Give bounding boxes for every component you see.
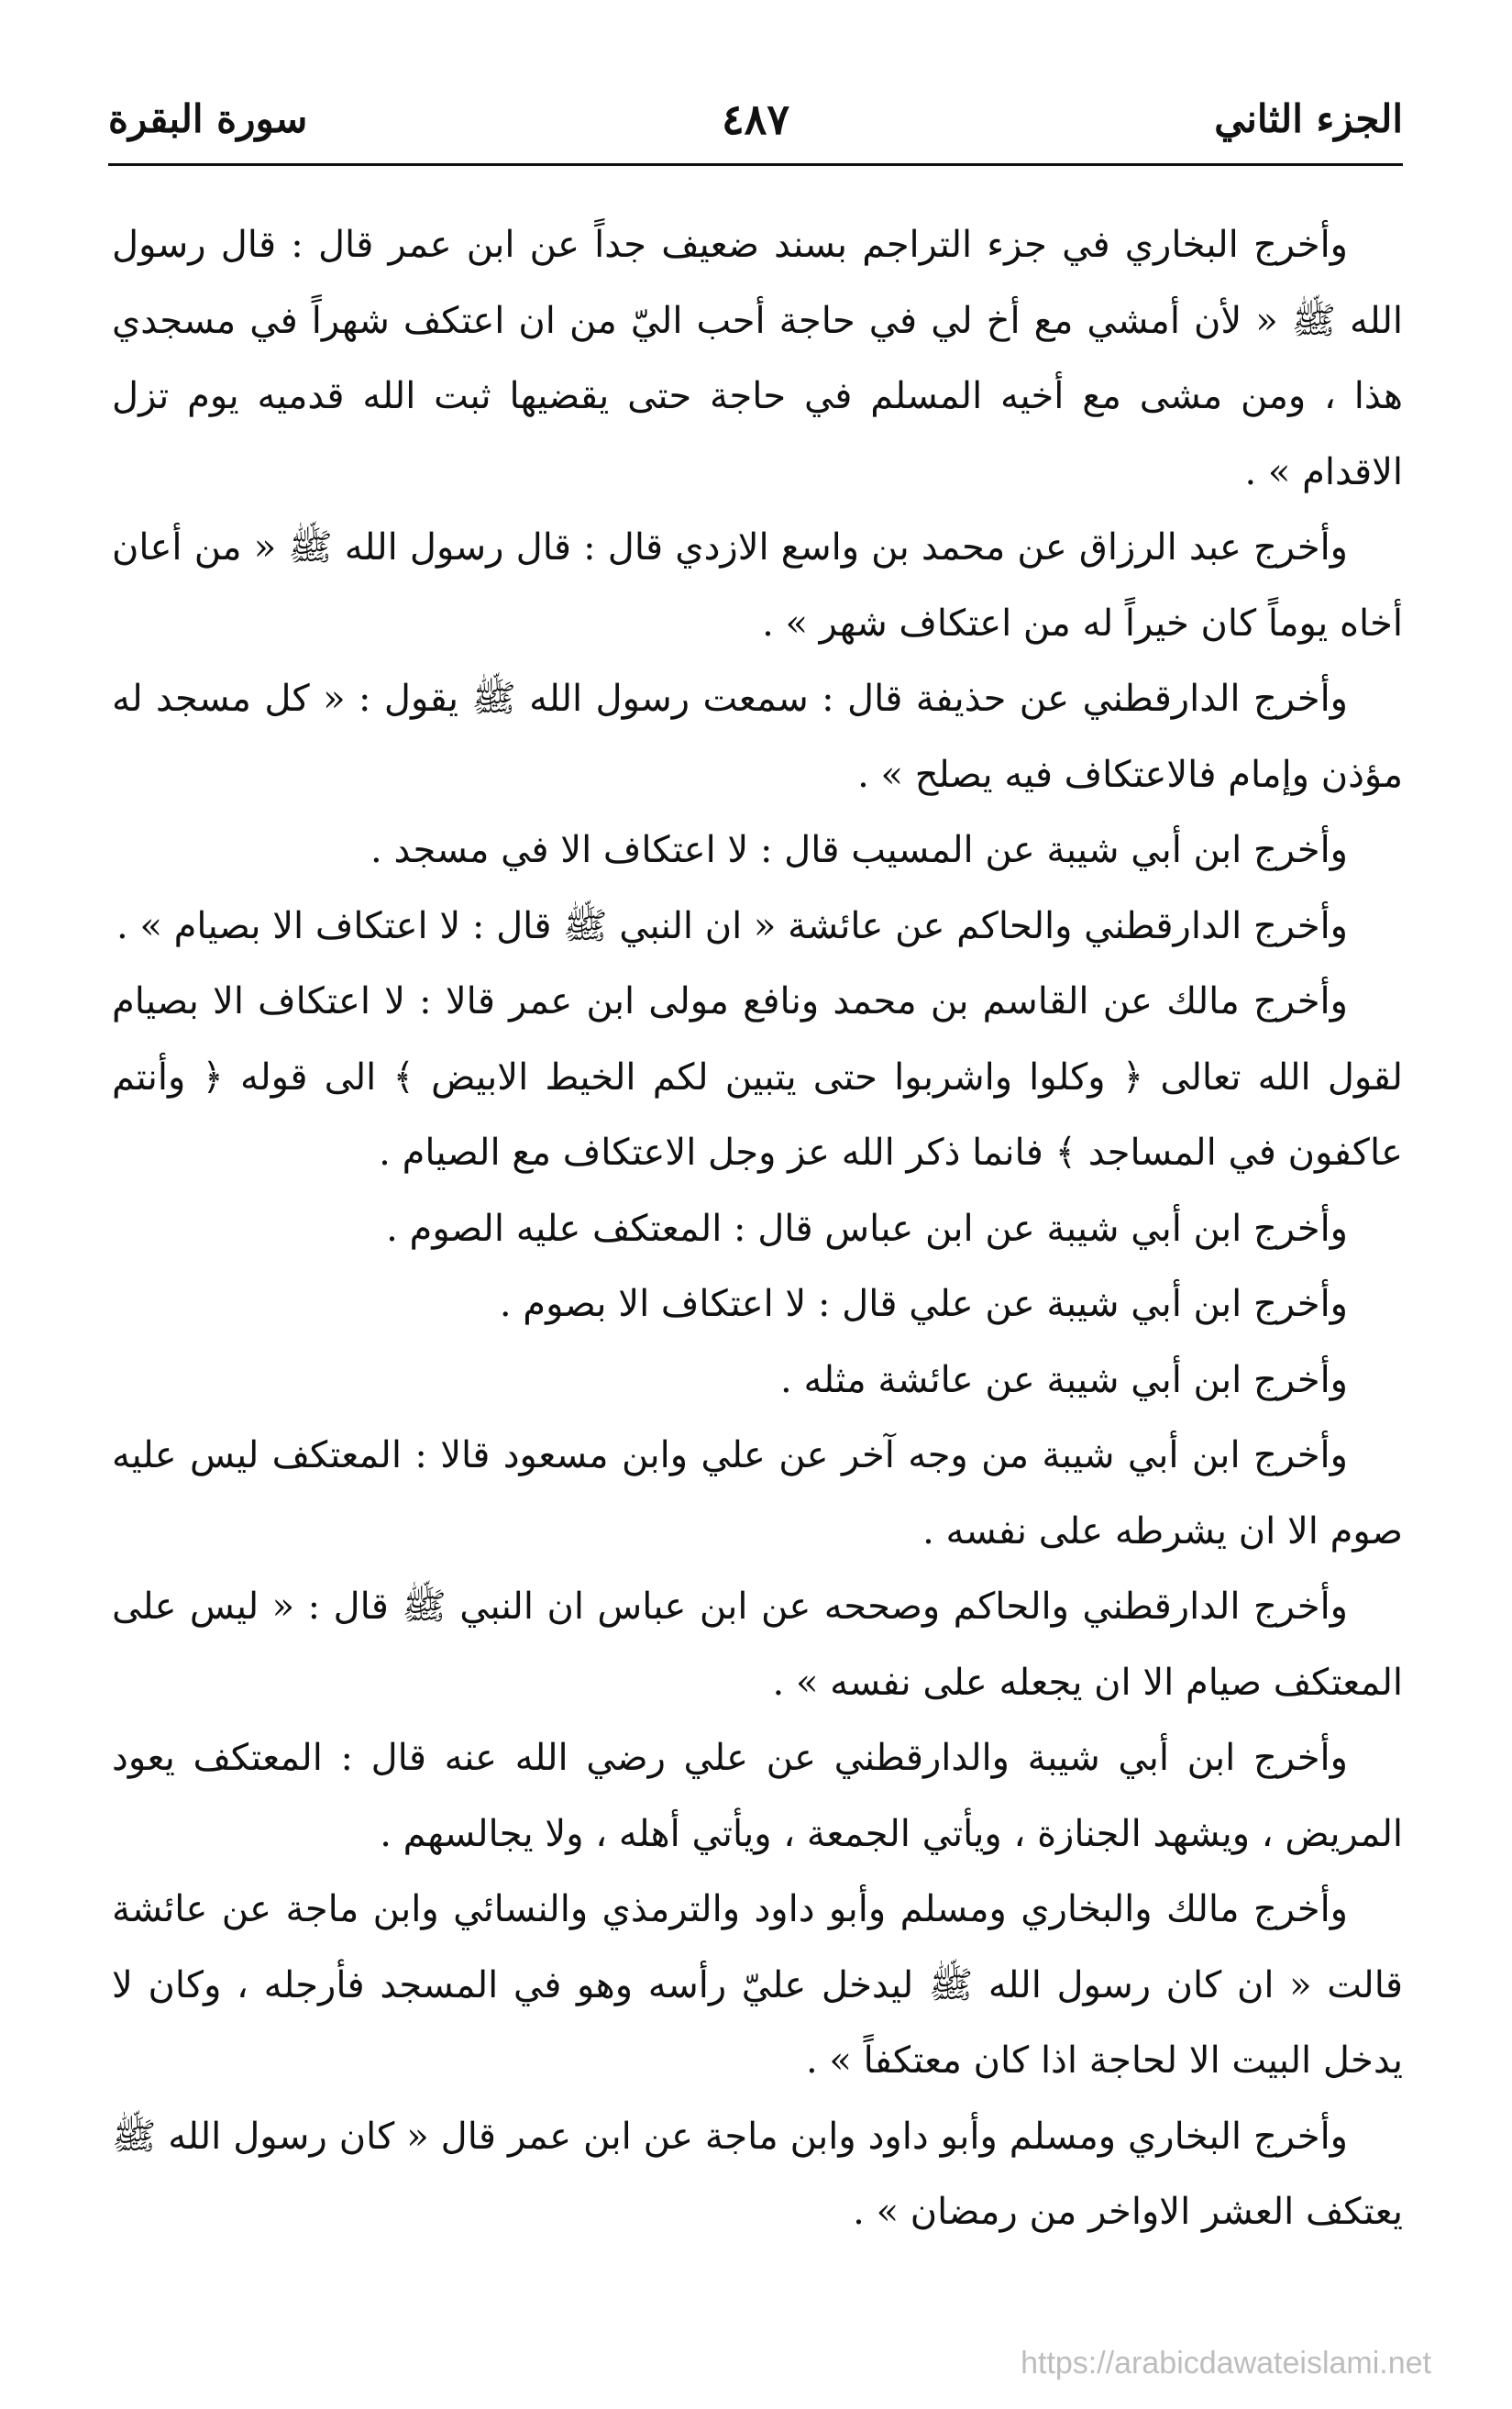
paragraph: وأخرج ابن أبي شيبة عن علي قال : لا اعتكاف الا بصوم . xyxy=(499,1283,1348,1325)
paragraph: وأخرج الدارقطني عن حذيفة قال : سمعت رسول الله ﷺ يقول : « كل مسجد له مؤذن وإمام فالاعتكاف فيه يصلح » . xyxy=(112,678,1403,796)
paragraph: وأخرج مالك عن القاسم بن محمد ونافع مولى ابن عمر قالا : لا اعتكاف الا بصيام لقول الله تعالى ﴿ وكلوا واشربوا حتى يتبين لكم الخيط الابيض ﴾ الى قوله ﴿ وأنتم عاكفون في المساجد ﴾ فانما ذكر الله عز وجل الاعتكاف مع الصيام . xyxy=(112,980,1403,1174)
paragraph: وأخرج عبد الرزاق عن محمد بن واسع الازدي قال : قال رسول الله ﷺ « من أعان أخاه يوماً كان خيراً له من اعتكاف شهر » . xyxy=(112,526,1403,645)
page-body xyxy=(112,207,1403,2250)
paragraph: وأخرج الدارقطني والحاكم عن عائشة « ان النبي ﷺ قال : لا اعتكاف الا بصيام » . xyxy=(116,904,1348,947)
paragraph: وأخرج ابن أبي شيبة عن عائشة مثله . xyxy=(780,1358,1348,1401)
sura-label: سورة البقرة xyxy=(108,96,308,141)
juz-label: الجزء الثاني xyxy=(1214,96,1403,141)
page-number: ٤٨٧ xyxy=(721,94,790,144)
paragraph: وأخرج البخاري ومسلم وأبو داود وابن ماجة عن ابن عمر قال « كان رسول الله ﷺ يعتكف العشر الاواخر من رمضان » . xyxy=(112,2115,1403,2233)
running-header xyxy=(108,87,1403,151)
paragraph: وأخرج البخاري في جزء التراجم بسند ضعيف جداً عن ابن عمر قال : قال رسول الله ﷺ « لأن أمشي مع أخ لي في حاجة أحب اليّ من ان اعتكف شهراً في مسجدي هذا ، ومن مشى مع أخيه المسلم في حاجة حتى يقضيها ثبت الله قدميه يوم تزل الاقدام » . xyxy=(112,224,1403,493)
paragraph: وأخرج الدارقطني والحاكم وصححه عن ابن عباس ان النبي ﷺ قال : « ليس على المعتكف صيام الا ان يجعله على نفسه » . xyxy=(112,1586,1403,1704)
paragraph: وأخرج ابن أبي شيبة من وجه آخر عن علي وابن مسعود قالا : المعتكف ليس عليه صوم الا ان يشرطه على نفسه . xyxy=(112,1434,1403,1553)
paragraph: وأخرج ابن أبي شيبة والدارقطني عن علي رضي الله عنه قال : المعتكف يعود المريض ، ويشهد الجنازة ، ويأتي الجمعة ، ويأتي أهله ، ولا يجالسهم . xyxy=(112,1737,1403,1855)
watermark-url: https://arabicdawateislami.net xyxy=(1021,2346,1431,2381)
paragraph: وأخرج ابن أبي شيبة عن المسيب قال : لا اعتكاف الا في مسجد . xyxy=(370,829,1348,871)
header-divider xyxy=(108,163,1403,166)
paragraph: وأخرج ابن أبي شيبة عن ابن عباس قال : المعتكف عليه الصوم . xyxy=(386,1207,1348,1250)
paragraph: وأخرج مالك والبخاري ومسلم وأبو داود والترمذي والنسائي وابن ماجة عن عائشة قالت « ان كان رسول الله ﷺ ليدخل عليّ رأسه وهو في المسجد فأرجله ، وكان لا يدخل البيت الا لحاجة اذا كان معتكفاً » . xyxy=(112,1888,1403,2082)
